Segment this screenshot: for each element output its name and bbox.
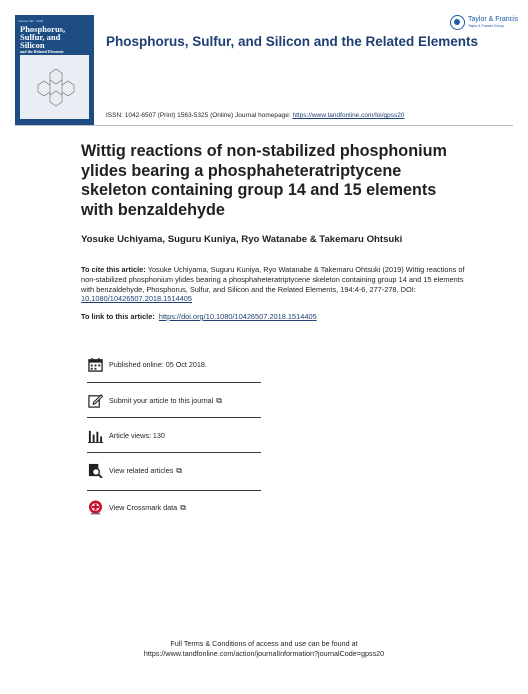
published-online-label: Published online: 05 Oct 2018. [109, 360, 207, 369]
item-divider [87, 417, 261, 418]
publisher-logo-name: Taylor & Francis [468, 16, 519, 23]
article-link-label: To link to this article: [81, 312, 155, 321]
citation-doi-link[interactable]: 10.1080/10426507.2018.1514405 [81, 294, 192, 304]
external-link-icon: ⧉ [176, 466, 182, 475]
article-link-line [81, 312, 317, 321]
journal-cover-image [15, 15, 94, 125]
submit-article-item[interactable] [87, 389, 261, 425]
external-link-icon: ⧉ [216, 396, 222, 405]
item-divider [87, 452, 261, 453]
citation-block [81, 265, 471, 304]
crossmark-label[interactable]: View Crossmark data [109, 503, 178, 512]
submit-article-link[interactable] [109, 396, 222, 406]
cover-strip-text: Volume 193 · 2018 [18, 19, 44, 23]
submit-article-label[interactable]: Submit your article to this journal [109, 396, 214, 405]
crossmark-item[interactable] [87, 496, 261, 532]
journal-homepage-link[interactable]: https://www.tandfonline.com/loi/gpss20 [292, 112, 405, 119]
footer [0, 639, 528, 658]
publisher-logo-icon [450, 15, 465, 30]
journal-title: Phosphorus, Sulfur, and Silicon and the Related Elements [106, 34, 479, 49]
crossmark-link[interactable] [109, 503, 186, 513]
publisher-logo-tagline: Taylor & Francis Group [468, 24, 504, 28]
issn-text: ISSN: 1042-6507 (Print) 1563-5325 (Online) Journal homepage: [106, 112, 291, 119]
article-doi-url[interactable]: https://doi.org/10.1080/10426507.2018.1514405 [158, 312, 317, 321]
issn-line [106, 112, 404, 119]
cover-illustration [20, 55, 89, 119]
cover-title-line: Sulfur, and [20, 32, 61, 42]
cover-title-line: Silicon [20, 40, 45, 50]
molecule-illustration [20, 55, 89, 119]
related-articles-link[interactable] [109, 466, 182, 476]
cover-title-line: and the Related Elements [20, 49, 64, 54]
citation-text: Yosuke Uchiyama, Suguru Kuniya, Ryo Watanabe & Takemaru Ohtsuki (2019) Wittig reactions of non-stabilized phosphonium ylides bearing a phosphaheteratriptycene skeleton containing group 14 and 15 elements with benzaldehyde, Phosphorus, Sulfur, and Silicon and the Related Elements, 194:4-6, 277-278, DOI: [81, 265, 465, 294]
footer-terms-text: Full Terms & Conditions of access and use can be found at [170, 639, 358, 648]
article-authors: Yosuke Uchiyama, Suguru Kuniya, Ryo Watanabe & Takemaru Ohtsuki [81, 234, 403, 245]
publisher-logo[interactable] [450, 14, 520, 34]
article-views-label: Article views: 130 [109, 431, 165, 440]
crossmark-icon [88, 500, 103, 515]
edit-icon [88, 393, 103, 408]
bar-chart-icon [88, 428, 103, 443]
footer-terms-link[interactable]: https://www.tandfonline.com/action/journalInformation?journalCode=gpss20 [143, 648, 385, 658]
article-title: Wittig reactions of non-stabilized phosphonium ylides bearing a phosphaheteratriptycene skeleton containing group 14 and 15 elements with benzaldehyde [81, 142, 447, 219]
cover-title [20, 25, 90, 54]
related-search-icon [88, 463, 103, 478]
item-divider [87, 490, 261, 491]
article-views-item [87, 424, 261, 460]
external-link-icon: ⧉ [180, 503, 186, 512]
published-online-item [87, 353, 261, 389]
citation-label: To cite this article: [81, 265, 146, 274]
related-articles-label[interactable]: View related articles [109, 466, 174, 475]
cover-title-line: Phosphorus, [20, 24, 66, 34]
calendar-icon [88, 357, 103, 372]
header-divider [15, 125, 513, 126]
item-divider [87, 382, 261, 383]
